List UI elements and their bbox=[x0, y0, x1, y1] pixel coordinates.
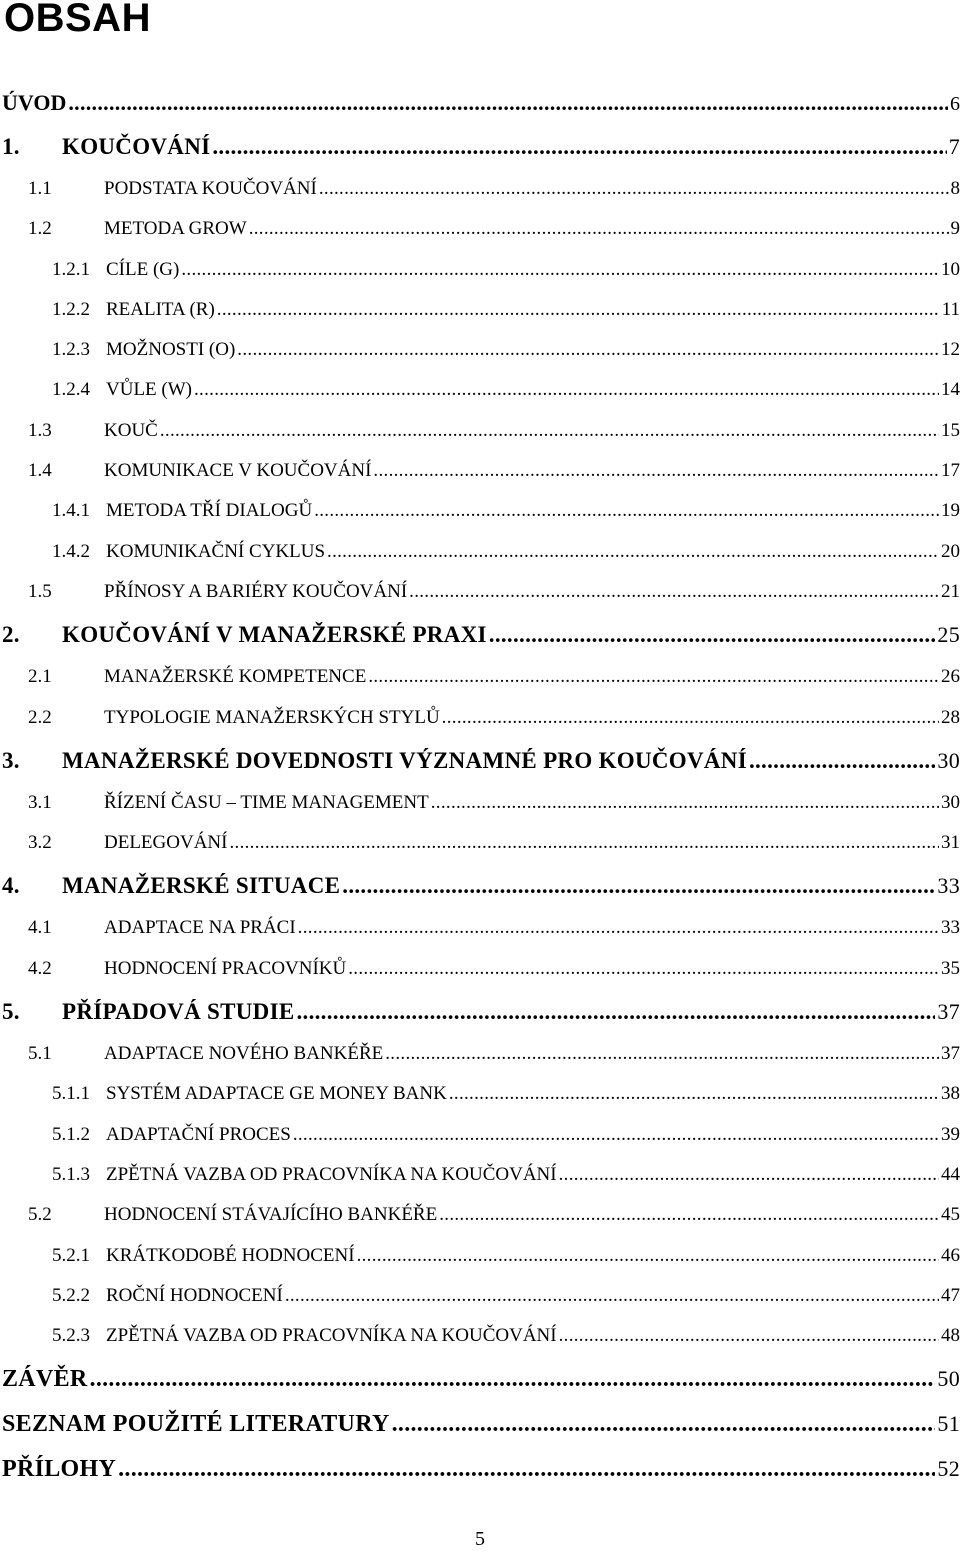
toc-entry-title: ZPĚTNÁ VAZBA OD PRACOVNÍKA NA KOUČOVÁNÍ bbox=[106, 1163, 557, 1185]
toc-entry-title: KOUČOVÁNÍ bbox=[62, 134, 211, 159]
toc-entry-page: 8 bbox=[950, 178, 960, 199]
toc-dot-leader bbox=[296, 989, 935, 1034]
toc-dot-leader bbox=[314, 491, 939, 531]
toc-entry-number: 1.2.1 bbox=[52, 258, 90, 280]
toc-dot-leader bbox=[409, 572, 939, 612]
toc-entry[interactable] bbox=[0, 209, 960, 249]
toc-entry-page: 33 bbox=[937, 873, 960, 899]
toc-entry[interactable] bbox=[0, 491, 960, 531]
toc-dot-leader bbox=[217, 290, 940, 330]
toc-entry-number: 1.4.2 bbox=[52, 540, 90, 562]
toc-entry-title: ADAPTACE NA PRÁCI bbox=[104, 917, 296, 939]
toc-dot-leader bbox=[373, 451, 939, 491]
toc-entry-number: 1.5 bbox=[28, 580, 52, 602]
toc-dot-leader bbox=[348, 949, 939, 989]
toc-entry-number: 5.2.2 bbox=[52, 1284, 90, 1306]
toc-entry[interactable] bbox=[0, 823, 960, 863]
toc-entry-page: 9 bbox=[950, 218, 960, 240]
toc-entry-title: HODNOCENÍ STÁVAJÍCÍHO BANKÉŘE bbox=[104, 1204, 438, 1226]
toc-entry-page: 35 bbox=[941, 957, 960, 979]
toc-entry-title: PŘÍLOHY bbox=[2, 1456, 117, 1483]
toc-entry-title: ROČNÍ HODNOCENÍ bbox=[106, 1284, 283, 1306]
toc-entry-title: ÚVOD bbox=[2, 90, 67, 115]
toc-entry-number: 1.3 bbox=[28, 419, 52, 441]
toc-entry[interactable] bbox=[0, 82, 960, 124]
toc-entry-number: 5.1.2 bbox=[52, 1123, 90, 1145]
toc-entry-page: 10 bbox=[941, 258, 960, 280]
toc-entry-number: 1.2.3 bbox=[52, 339, 90, 361]
toc-dot-leader bbox=[489, 612, 936, 657]
toc-entry-title: METODA GROW bbox=[104, 218, 247, 240]
toc-entry-page: 7 bbox=[948, 134, 960, 159]
toc-entry[interactable] bbox=[0, 1034, 960, 1074]
toc-entry-number: 5.2 bbox=[28, 1204, 52, 1226]
toc-entry-page: 48 bbox=[941, 1325, 960, 1347]
toc-entry[interactable] bbox=[0, 250, 960, 290]
toc-entry[interactable] bbox=[0, 908, 960, 948]
toc-entry-number: 1.2.4 bbox=[52, 379, 90, 401]
toc-dot-leader bbox=[160, 411, 939, 451]
toc-entry-title: ZÁVĚR bbox=[2, 1366, 88, 1393]
toc-entry-page: 51 bbox=[937, 1411, 960, 1437]
toc-entry[interactable] bbox=[0, 1155, 960, 1195]
toc-entry-number: 5.1.1 bbox=[52, 1083, 90, 1105]
toc-entry-page: 31 bbox=[941, 832, 960, 854]
toc-entry-number: 5. bbox=[2, 999, 20, 1025]
page-title: OBSAH bbox=[4, 0, 151, 40]
toc-entry-number: 1.1 bbox=[28, 178, 52, 199]
toc-dot-leader bbox=[327, 532, 939, 572]
toc-dot-leader bbox=[285, 1276, 939, 1316]
toc-dot-leader bbox=[342, 863, 935, 908]
toc-entry[interactable] bbox=[0, 698, 960, 738]
toc-entry-page: 47 bbox=[941, 1284, 960, 1306]
toc-entry-title: METODA TŘÍ DIALOGŮ bbox=[106, 500, 313, 522]
toc-entry-page: 26 bbox=[941, 666, 960, 688]
toc-entry-title: MANAŽERSKÉ KOMPETENCE bbox=[104, 666, 367, 688]
toc-entry-number: 3.1 bbox=[28, 791, 52, 813]
toc-dot-leader bbox=[431, 783, 939, 823]
toc-entry-title: REALITA (R) bbox=[106, 298, 215, 320]
toc-dot-leader bbox=[439, 1195, 939, 1235]
toc-entry-title: PŘÍNOSY A BARIÉRY KOUČOVÁNÍ bbox=[104, 580, 408, 602]
toc-entry[interactable] bbox=[0, 1276, 960, 1316]
toc-entry-title: KRÁTKODOBÉ HODNOCENÍ bbox=[106, 1244, 355, 1266]
toc-entry-number: 5.1.3 bbox=[52, 1163, 90, 1185]
toc-entry[interactable] bbox=[0, 1236, 960, 1276]
toc-entry-page: 12 bbox=[941, 339, 960, 361]
toc-dot-leader bbox=[212, 124, 946, 169]
toc-entry-title: KOMUNIKACE V KOUČOVÁNÍ bbox=[104, 460, 372, 482]
toc-entry-page: 21 bbox=[941, 580, 960, 602]
toc-entry-number: 2.2 bbox=[28, 706, 52, 728]
toc-entry-title: VŮLE (W) bbox=[106, 379, 192, 401]
toc-entry-page: 39 bbox=[941, 1123, 960, 1145]
toc-entry[interactable] bbox=[0, 451, 960, 491]
toc-entry-page: 28 bbox=[941, 706, 960, 728]
toc-entry-page: 45 bbox=[941, 1204, 960, 1226]
toc-entry-page: 33 bbox=[941, 917, 960, 939]
footer-page-number: 5 bbox=[475, 1528, 485, 1550]
toc-entry-title: KOMUNIKAČNÍ CYKLUS bbox=[106, 540, 326, 562]
toc-entry-title: CÍLE (G) bbox=[106, 258, 180, 280]
toc-dot-leader bbox=[749, 738, 935, 783]
toc-dot-leader bbox=[559, 1155, 939, 1195]
toc-entry-title: TYPOLOGIE MANAŽERSKÝCH STYLŮ bbox=[104, 706, 440, 728]
toc-entry[interactable] bbox=[0, 657, 960, 697]
toc-entry-title: ADAPTAČNÍ PROCES bbox=[106, 1123, 291, 1145]
toc-entry[interactable] bbox=[0, 1446, 960, 1491]
toc-entry-number: 4. bbox=[2, 873, 20, 899]
toc-entry[interactable] bbox=[0, 1074, 960, 1114]
toc-entry-number: 4.1 bbox=[28, 917, 52, 939]
toc-dot-leader bbox=[392, 1402, 936, 1447]
toc-entry-page: 6 bbox=[950, 93, 960, 115]
toc-entry-title: SEZNAM POUŽITÉ LITERATURY bbox=[2, 1411, 390, 1438]
toc-entry-title: PŘÍPADOVÁ STUDIE bbox=[62, 999, 295, 1025]
toc-entry-page: 15 bbox=[941, 419, 960, 441]
toc-entry-number: 1.4.1 bbox=[52, 500, 90, 522]
toc-entry-title: MANAŽERSKÉ SITUACE bbox=[62, 873, 341, 899]
toc-entry-number: 4.2 bbox=[28, 957, 52, 979]
toc-dot-leader bbox=[368, 657, 939, 697]
toc-dot-leader bbox=[559, 1316, 939, 1356]
toc-entry-page: 44 bbox=[941, 1163, 960, 1185]
toc-entry-number: 1.2 bbox=[28, 218, 52, 240]
toc-entry-page: 46 bbox=[941, 1244, 960, 1266]
toc-entry[interactable] bbox=[0, 411, 960, 451]
toc-entry[interactable] bbox=[0, 290, 960, 330]
toc-entry-page: 25 bbox=[937, 622, 960, 648]
toc-entry-page: 17 bbox=[941, 460, 960, 482]
toc-entry-number: 2. bbox=[2, 622, 20, 648]
toc-entry-number: 5.1 bbox=[28, 1043, 52, 1065]
toc-entry-number: 5.2.1 bbox=[52, 1244, 90, 1266]
toc-entry-page: 38 bbox=[941, 1083, 960, 1105]
toc-entry[interactable] bbox=[0, 370, 960, 410]
toc-dot-leader bbox=[229, 823, 939, 863]
toc-entry-title: ADAPTACE NOVÉHO BANKÉŘE bbox=[104, 1043, 384, 1065]
toc-dot-leader bbox=[194, 370, 939, 410]
toc-dot-leader bbox=[118, 1447, 935, 1492]
toc-entry[interactable] bbox=[0, 989, 960, 1034]
toc-dot-leader bbox=[90, 1357, 936, 1402]
toc-entry-number: 5.2.3 bbox=[52, 1325, 90, 1347]
toc-entry[interactable] bbox=[0, 124, 960, 169]
toc-entry[interactable] bbox=[0, 330, 960, 370]
toc-entry-page: 11 bbox=[941, 298, 960, 320]
toc-entry-page: 37 bbox=[937, 999, 960, 1025]
toc-entry-number: 1. bbox=[2, 134, 20, 159]
table-of-contents bbox=[0, 82, 960, 1491]
toc-entry[interactable] bbox=[0, 1401, 960, 1446]
toc-entry-page: 52 bbox=[937, 1456, 960, 1482]
toc-entry-title: KOUČOVÁNÍ V MANAŽERSKÉ PRAXI bbox=[62, 622, 487, 648]
toc-entry-number: 3. bbox=[2, 747, 20, 773]
toc-entry[interactable] bbox=[0, 169, 960, 209]
toc-entry-number: 1.2.2 bbox=[52, 298, 90, 320]
toc-entry-page: 30 bbox=[937, 747, 960, 773]
toc-entry-title: DELEGOVÁNÍ bbox=[104, 832, 228, 854]
toc-entry-page: 37 bbox=[941, 1043, 960, 1065]
toc-entry-title: KOUČ bbox=[104, 419, 158, 441]
toc-entry[interactable] bbox=[0, 1356, 960, 1401]
toc-dot-leader bbox=[319, 169, 949, 209]
toc-entry-page: 19 bbox=[941, 500, 960, 522]
toc-entry-title: ZPĚTNÁ VAZBA OD PRACOVNÍKA NA KOUČOVÁNÍ bbox=[106, 1325, 557, 1347]
toc-entry-number: 3.2 bbox=[28, 832, 52, 854]
toc-dot-leader bbox=[249, 209, 949, 249]
toc-entry-title: HODNOCENÍ PRACOVNÍKŮ bbox=[104, 957, 347, 979]
toc-dot-leader bbox=[68, 82, 948, 124]
toc-entry[interactable] bbox=[0, 1115, 960, 1155]
toc-dot-leader bbox=[357, 1236, 939, 1276]
toc-entry[interactable] bbox=[0, 612, 960, 657]
toc-dot-leader bbox=[293, 1115, 939, 1155]
toc-entry[interactable] bbox=[0, 783, 960, 823]
toc-entry[interactable] bbox=[0, 1195, 960, 1235]
toc-dot-leader bbox=[442, 698, 939, 738]
toc-dot-leader bbox=[298, 908, 939, 948]
toc-dot-leader bbox=[449, 1074, 939, 1114]
toc-dot-leader bbox=[237, 330, 939, 370]
toc-entry-page: 14 bbox=[941, 379, 960, 401]
toc-entry-title: MOŽNOSTI (O) bbox=[106, 339, 236, 361]
toc-dot-leader bbox=[385, 1034, 939, 1074]
toc-entry-page: 20 bbox=[941, 540, 960, 562]
toc-entry-title: PODSTATA KOUČOVÁNÍ bbox=[104, 178, 317, 199]
toc-dot-leader bbox=[181, 250, 939, 290]
toc-entry[interactable] bbox=[0, 1316, 960, 1356]
toc-entry[interactable] bbox=[0, 572, 960, 612]
toc-entry-title: ŘÍZENÍ ČASU – TIME MANAGEMENT bbox=[104, 791, 429, 813]
toc-entry-title: MANAŽERSKÉ DOVEDNOSTI VÝZNAMNÉ PRO KOUČOVÁNÍ bbox=[62, 747, 747, 773]
toc-entry-number: 2.1 bbox=[28, 666, 52, 688]
toc-entry[interactable] bbox=[0, 532, 960, 572]
toc-entry-title: SYSTÉM ADAPTACE GE MONEY BANK bbox=[106, 1083, 447, 1105]
toc-entry[interactable] bbox=[0, 949, 960, 989]
toc-entry-number: 1.4 bbox=[28, 460, 52, 482]
toc-entry-page: 50 bbox=[937, 1366, 960, 1392]
toc-entry-page: 30 bbox=[941, 791, 960, 813]
toc-entry[interactable] bbox=[0, 863, 960, 908]
toc-entry[interactable] bbox=[0, 738, 960, 783]
